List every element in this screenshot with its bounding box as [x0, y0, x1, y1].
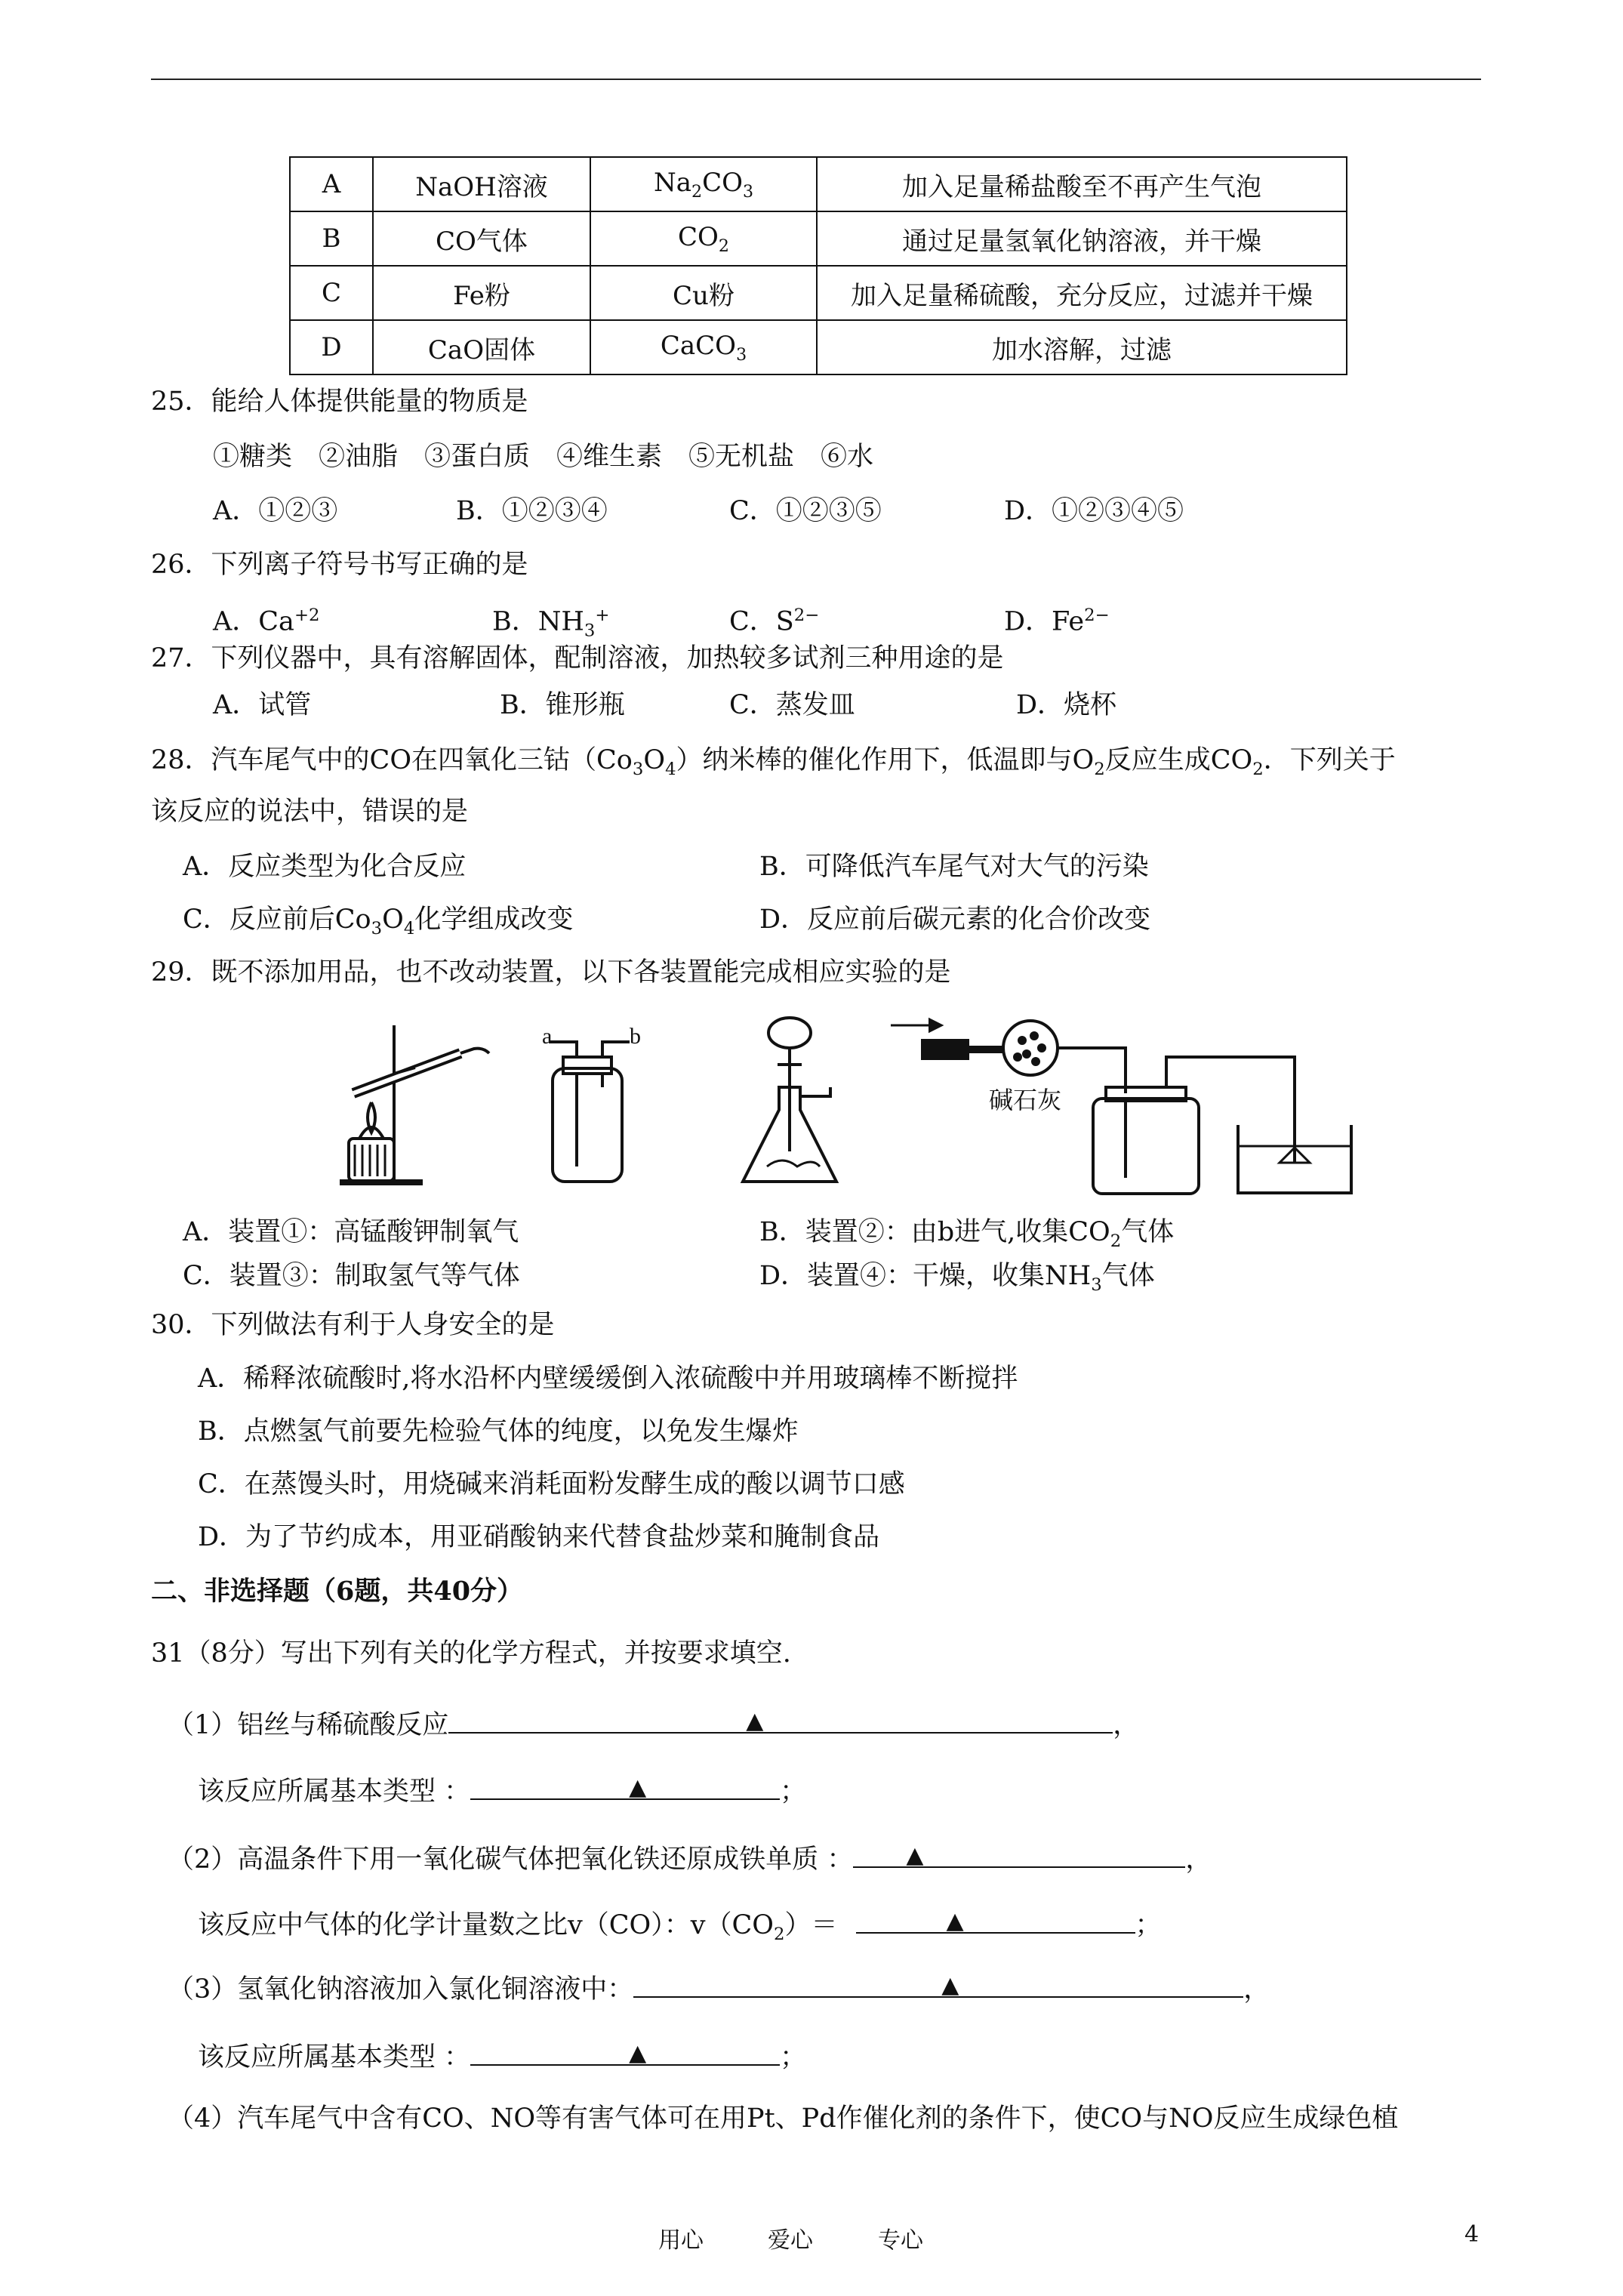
option-d: D．①②③④⑤: [1004, 496, 1184, 526]
answer-blank[interactable]: ▲: [856, 1906, 1135, 1934]
footer-left: 用心: [658, 2227, 704, 2254]
option-d: D．$Fe^{2-}$: [1004, 606, 1110, 637]
option-a: A．试管: [213, 690, 312, 720]
q30-option-b: B．点燃氢气前要先检验气体的纯度，以免发生爆炸: [198, 1416, 799, 1447]
table-row: A NaOH溶液 $Na_2CO_3$ 加入足量稀盐酸至不再产生气泡: [290, 157, 1347, 211]
option-b: B．$NH_3^+$: [492, 606, 610, 641]
apparatus-1: [340, 1025, 489, 1182]
tube-label-a: a: [542, 1024, 553, 1049]
answer-blank[interactable]: ▲: [470, 2039, 780, 2066]
q25-items: ①糖类 ②油脂 ③蛋白质 ④维生素 ⑤无机盐 ⑥水: [213, 442, 874, 472]
q27-stem: 27．下列仪器中，具有溶解固体，配制溶液，加热较多试剂三种用途的是: [151, 643, 1004, 673]
q31-ratio: 该反应中气体的化学计量数之比v（CO）：$v(CO_2)=$ ▲ ；: [198, 1908, 1162, 1944]
footer-mid: 爱心: [768, 2227, 813, 2254]
option-a: A．①②③: [213, 496, 338, 526]
q31-stem: 31（8分）写出下列有关的化学方程式，并按要求填空.: [151, 1638, 791, 1669]
answer-blank[interactable]: ▲: [633, 1971, 1243, 1998]
q30-option-c: C．在蒸馒头时，用烧碱来消耗面粉发酵生成的酸以调节口感: [198, 1469, 905, 1499]
option-b: B．锥形瓶: [500, 690, 625, 720]
q29-option-b: B．装置②：由b进气,收集$CO_2$气体: [759, 1217, 1175, 1251]
q28-stem-line1: 28．汽车尾气中的CO在四氧化三钴$(Co_3O_4)$纳米棒的催化作用下，低温即与$O_2$反应生成$CO_2$．下列关于: [151, 745, 1396, 779]
option-b: B．①②③④: [456, 496, 608, 526]
table-row: D CaO固体 CaCO$_3$ 加水溶解，过滤: [290, 320, 1347, 374]
q31-part2: （2）高温条件下用一氧化碳气体把氧化铁还原成铁单质 ： ▲ ，: [168, 1842, 1212, 1875]
q29-stem: 29．既不添加用品，也不改动装置，以下各装置能完成相应实验的是: [151, 957, 951, 988]
option-c: C．蒸发皿: [729, 690, 855, 720]
q31-part1: （1）铝丝与稀硫酸反应 ▲ ，: [168, 1708, 1140, 1740]
footer-right: 专心: [878, 2227, 923, 2254]
q30-stem: 30．下列做法有利于人身安全的是: [151, 1310, 555, 1340]
q29-option-c: C．装置③：制取氢气等气体: [183, 1261, 520, 1291]
q26-stem: 26．下列离子符号书写正确的是: [151, 550, 528, 580]
table-row: C Fe粉 Cu粉 加入足量稀硫酸，充分反应，过滤并干燥: [290, 266, 1347, 320]
answer-blank[interactable]: ▲: [470, 1773, 780, 1800]
q30-option-a: A．稀释浓硫酸时,将水沿杯内壁缓缓倒入浓硫酸中并用玻璃棒不断搅拌: [198, 1364, 1018, 1394]
tube-label-b: b: [630, 1024, 641, 1049]
answer-blank[interactable]: ▲: [448, 1706, 1113, 1734]
soda-lime-label: 碱石灰: [989, 1086, 1062, 1114]
apparatus-2: [550, 1042, 630, 1182]
q28-option-b: B．可降低汽车尾气对大气的污染: [759, 852, 1149, 882]
apparatus-4: [891, 1020, 1351, 1194]
option-d: D．烧杯: [1016, 690, 1117, 720]
answer-blank[interactable]: ▲: [853, 1841, 1185, 1868]
q28-option-c: C．反应前后$Co_3O_4$化学组成改变: [183, 905, 574, 938]
options-table: [289, 156, 1347, 375]
q31-type1: 该反应所属基本类型 ： ▲ ；: [198, 1774, 807, 1807]
section-title: 二、非选择题（6题，共40分）: [151, 1576, 524, 1607]
option-c: C．$S^{2-}$: [729, 606, 820, 637]
option-a: A．$Ca^{+2}$: [213, 606, 320, 637]
q29-option-a: A．装置①：高锰酸钾制氧气: [183, 1217, 519, 1247]
q29-option-d: D．装置④：干燥，收集$NH_3$气体: [759, 1261, 1155, 1295]
q28-option-a: A．反应类型为化合反应: [183, 852, 467, 882]
q25-stem: 25．能给人体提供能量的物质是: [151, 387, 528, 417]
q31-type3: 该反应所属基本类型 ： ▲ ；: [198, 2040, 807, 2073]
apparatus-figure: [310, 1012, 1487, 1208]
q30-option-d: D．为了节约成本，用亚硝酸钠来代替食盐炒菜和腌制食品: [198, 1522, 880, 1552]
q28-stem-line2: 该反应的说法中，错误的是: [151, 797, 469, 827]
q31-part3: （3）氢氧化钠溶液加入氯化铜溶液中： ▲ ，: [168, 1972, 1270, 2005]
table-row: B CO气体 $CO_2$ 通过足量氢氧化钠溶液，并干燥: [290, 211, 1347, 266]
q31-part4: （4）汽车尾气中含有CO、NO等有害气体可在用Pt、Pd作催化剂的条件下，使CO与NO反应生成绿色植: [168, 2103, 1399, 2134]
header-rule: [151, 79, 1481, 80]
q28-option-d: D．反应前后碳元素的化合价改变: [759, 905, 1151, 935]
option-c: C．①②③⑤: [729, 496, 882, 526]
apparatus-3: [743, 1018, 836, 1182]
page-number: 4: [1464, 2221, 1480, 2248]
